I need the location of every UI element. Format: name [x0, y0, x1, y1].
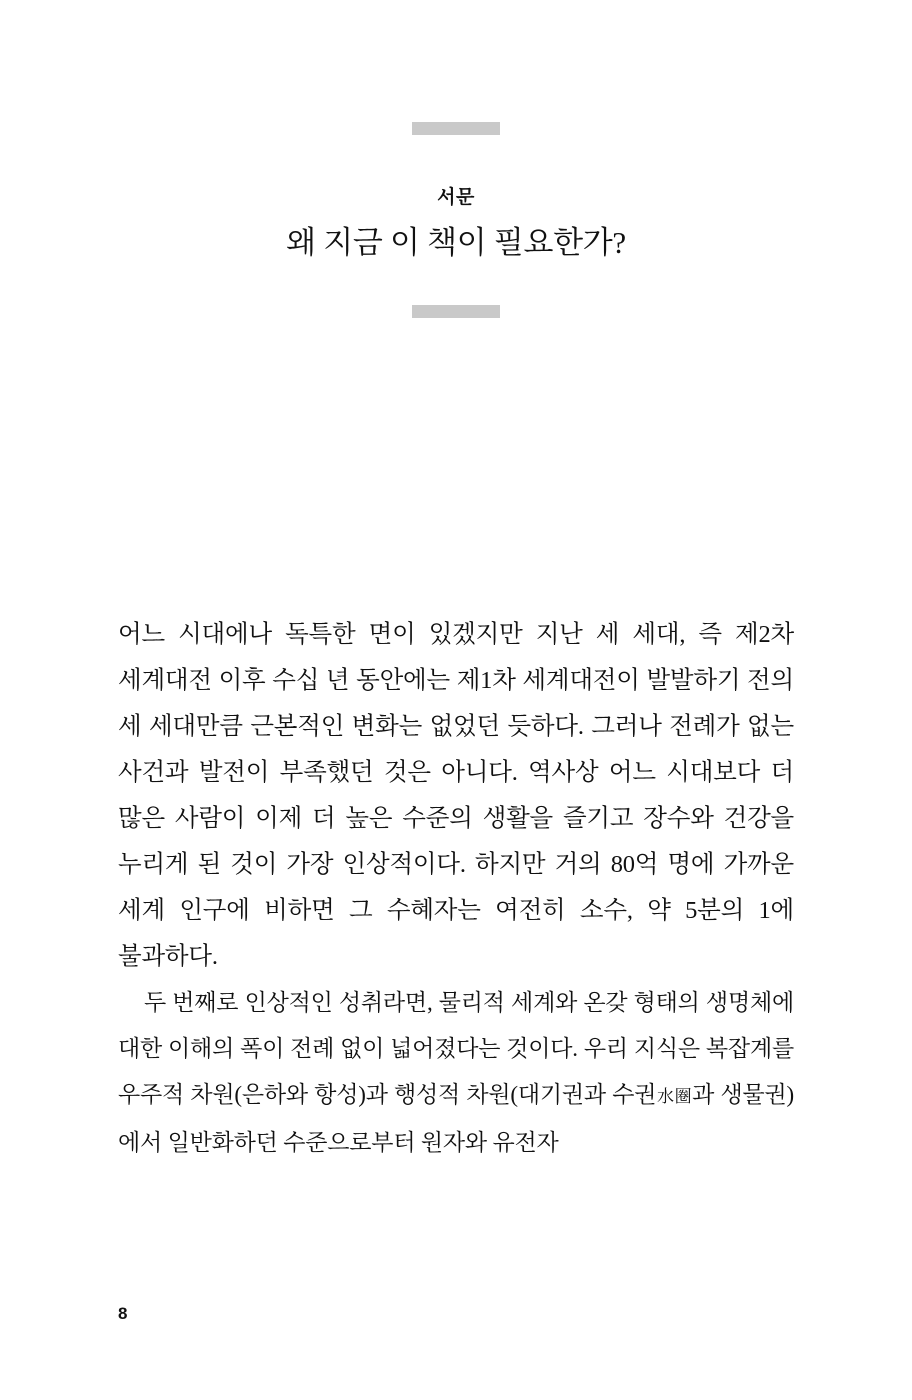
paragraph-2-gloss: 水圈: [656, 1087, 693, 1106]
body-text: [118, 612, 794, 1166]
decorative-rule-top: [412, 122, 500, 135]
paragraph-2-part1: 두 번째로 인상적인 성취라면, 물리적 세계와 온갖 형태의 생명체에 대한 이해의 폭이 전례 없이 넓어졌다는 것이다. 우리 지식은 복잡계를 우주적 차원(은하와 항성)과 행성적 차원(대기권과 수권: [118, 990, 794, 1107]
paragraph-2-part2: 과 생물권)에서 일반화하던 수준으로부터 원자와 유전자: [118, 1082, 794, 1155]
paragraph-1: 어느 시대에나 독특한 면이 있겠지만 지난 세 세대, 즉 제2차 세계대전 이후 수십 년 동안에는 제1차 세계대전이 발발하기 전의 세 세대만큼 근본적인 변화는 없었던 듯하다. 그러나 전례가 없는 사건과 발전이 부족했던 것은 아니다. 역사상 어느 시대보다 더 많은 사람이 이제 더 높은 수준의 생활을 즐기고 장수와 건강을 누리게 된 것이 가장 인상적이다. 하지만 거의 80억 명에 가까운 세계 인구에 비하면 그 수혜자는 여전히 소수, 약 5분의 1에 불과하다.: [118, 621, 794, 970]
chapter-kicker: 서문: [437, 187, 475, 208]
page-number: 8: [118, 1304, 128, 1323]
chapter-opener: [0, 0, 912, 318]
paragraph-2: [118, 980, 794, 1166]
chapter-title: 왜 지금 이 책이 필요한가?: [286, 224, 626, 260]
decorative-rule-bottom: [412, 305, 500, 318]
